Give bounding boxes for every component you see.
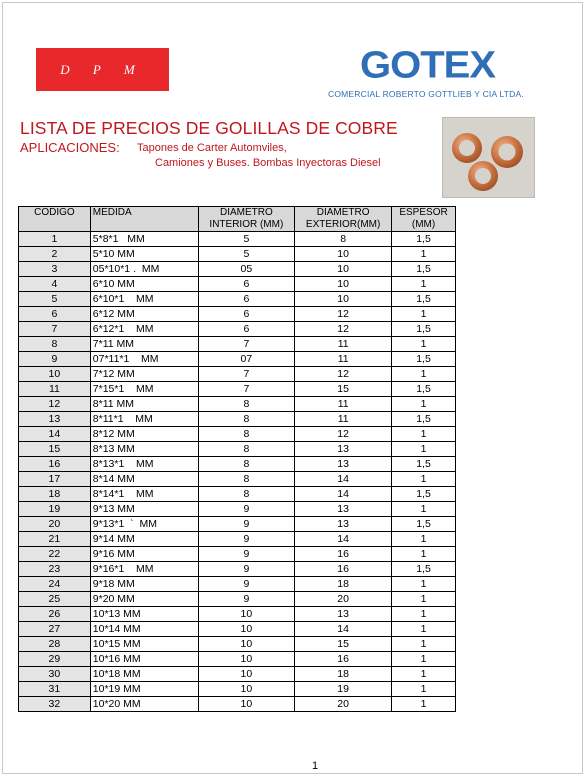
- cell-medida: 5*8*1 MM: [90, 232, 198, 247]
- cell-medida: 05*10*1 . MM: [90, 262, 198, 277]
- cell-codigo: 18: [19, 487, 91, 502]
- cell-diametro-interior: 7: [198, 382, 295, 397]
- table-row: [19, 412, 456, 427]
- table-row: [19, 397, 456, 412]
- cell-medida: 9*18 MM: [90, 577, 198, 592]
- cell-diametro-interior: 6: [198, 307, 295, 322]
- cell-espesor: 1: [392, 337, 456, 352]
- applications-line-2: Camiones y Buses. Bombas Inyectoras Diesel: [155, 157, 381, 169]
- cell-diametro-interior: 6: [198, 292, 295, 307]
- cell-diametro-exterior: 15: [295, 382, 392, 397]
- cell-diametro-interior: 10: [198, 607, 295, 622]
- table-body: [19, 232, 456, 712]
- header-espesor: ESPESOR (MM): [392, 207, 456, 232]
- cell-diametro-interior: 10: [198, 622, 295, 637]
- cell-diametro-interior: 8: [198, 472, 295, 487]
- cell-codigo: 20: [19, 517, 91, 532]
- washers-illustration: [443, 118, 535, 198]
- gotex-logo: GOTEX: [360, 44, 496, 86]
- table-row: [19, 682, 456, 697]
- cell-espesor: 1: [392, 697, 456, 712]
- cell-codigo: 23: [19, 562, 91, 577]
- cell-diametro-interior: 07: [198, 352, 295, 367]
- cell-espesor: 1: [392, 607, 456, 622]
- table-row: [19, 517, 456, 532]
- table-row: [19, 322, 456, 337]
- cell-espesor: 1,5: [392, 517, 456, 532]
- cell-medida: 8*13 MM: [90, 442, 198, 457]
- header-diametro-interior: DIAMETRO INTERIOR (MM): [198, 207, 295, 232]
- dpm-logo: D P M: [36, 48, 169, 91]
- cell-espesor: 1,5: [392, 457, 456, 472]
- cell-diametro-interior: 9: [198, 517, 295, 532]
- cell-codigo: 27: [19, 622, 91, 637]
- table-row: [19, 547, 456, 562]
- cell-codigo: 13: [19, 412, 91, 427]
- cell-espesor: 1: [392, 547, 456, 562]
- cell-espesor: 1,5: [392, 352, 456, 367]
- table-row: [19, 652, 456, 667]
- cell-medida: 9*16 MM: [90, 547, 198, 562]
- cell-diametro-interior: 5: [198, 247, 295, 262]
- cell-diametro-exterior: 11: [295, 337, 392, 352]
- cell-diametro-exterior: 13: [295, 607, 392, 622]
- table-header-row: [19, 207, 456, 232]
- table-row: [19, 592, 456, 607]
- cell-medida: 6*10*1 MM: [90, 292, 198, 307]
- cell-diametro-exterior: 15: [295, 637, 392, 652]
- cell-diametro-interior: 7: [198, 367, 295, 382]
- table-row: [19, 367, 456, 382]
- cell-medida: 10*20 MM: [90, 697, 198, 712]
- cell-diametro-interior: 9: [198, 592, 295, 607]
- cell-medida: 10*19 MM: [90, 682, 198, 697]
- cell-diametro-exterior: 16: [295, 547, 392, 562]
- table-row: [19, 247, 456, 262]
- cell-diametro-interior: 9: [198, 577, 295, 592]
- table-row: [19, 352, 456, 367]
- table-row: [19, 487, 456, 502]
- cell-diametro-exterior: 8: [295, 232, 392, 247]
- table-row: [19, 622, 456, 637]
- cell-medida: 10*13 MM: [90, 607, 198, 622]
- cell-medida: 9*13*1 ` MM: [90, 517, 198, 532]
- table-row: [19, 502, 456, 517]
- cell-diametro-exterior: 10: [295, 262, 392, 277]
- cell-diametro-interior: 8: [198, 412, 295, 427]
- cell-diametro-interior: 8: [198, 457, 295, 472]
- cell-diametro-interior: 9: [198, 502, 295, 517]
- cell-codigo: 16: [19, 457, 91, 472]
- cell-medida: 10*14 MM: [90, 622, 198, 637]
- cell-espesor: 1,5: [392, 382, 456, 397]
- cell-diametro-exterior: 12: [295, 307, 392, 322]
- cell-codigo: 28: [19, 637, 91, 652]
- page-title: LISTA DE PRECIOS DE GOLILLAS DE COBRE: [20, 118, 398, 138]
- cell-medida: 9*20 MM: [90, 592, 198, 607]
- header-medida: MEDIDA: [90, 207, 198, 232]
- cell-diametro-interior: 9: [198, 562, 295, 577]
- cell-espesor: 1: [392, 277, 456, 292]
- table-row: [19, 577, 456, 592]
- cell-medida: 5*10 MM: [90, 247, 198, 262]
- cell-codigo: 32: [19, 697, 91, 712]
- cell-medida: 10*18 MM: [90, 667, 198, 682]
- cell-diametro-exterior: 10: [295, 247, 392, 262]
- cell-diametro-exterior: 13: [295, 457, 392, 472]
- cell-medida: 8*11*1 MM: [90, 412, 198, 427]
- cell-diametro-interior: 5: [198, 232, 295, 247]
- cell-diametro-interior: 9: [198, 532, 295, 547]
- cell-codigo: 3: [19, 262, 91, 277]
- cell-espesor: 1,5: [392, 562, 456, 577]
- cell-diametro-exterior: 13: [295, 517, 392, 532]
- table-row: [19, 562, 456, 577]
- cell-diametro-interior: 8: [198, 427, 295, 442]
- cell-diametro-exterior: 11: [295, 352, 392, 367]
- cell-espesor: 1: [392, 637, 456, 652]
- cell-codigo: 19: [19, 502, 91, 517]
- cell-diametro-interior: 8: [198, 487, 295, 502]
- cell-medida: 8*11 MM: [90, 397, 198, 412]
- cell-diametro-exterior: 12: [295, 427, 392, 442]
- applications-label: APLICACIONES:: [20, 140, 120, 155]
- cell-medida: 7*15*1 MM: [90, 382, 198, 397]
- washer-left: [452, 133, 482, 163]
- table-row: [19, 382, 456, 397]
- table-row: [19, 277, 456, 292]
- gotex-subtitle: COMERCIAL ROBERTO GOTTLIEB Y CIA LTDA.: [328, 89, 524, 99]
- washer-bottom: [468, 161, 498, 191]
- cell-medida: 9*13 MM: [90, 502, 198, 517]
- table-row: [19, 607, 456, 622]
- cell-codigo: 8: [19, 337, 91, 352]
- cell-diametro-exterior: 14: [295, 472, 392, 487]
- cell-medida: 6*12*1 MM: [90, 322, 198, 337]
- cell-diametro-exterior: 11: [295, 397, 392, 412]
- cell-codigo: 11: [19, 382, 91, 397]
- cell-codigo: 22: [19, 547, 91, 562]
- cell-espesor: 1: [392, 667, 456, 682]
- page-number: 1: [312, 760, 319, 772]
- cell-codigo: 10: [19, 367, 91, 382]
- cell-diametro-interior: 10: [198, 637, 295, 652]
- cell-medida: 8*13*1 MM: [90, 457, 198, 472]
- cell-medida: 07*11*1 MM: [90, 352, 198, 367]
- cell-diametro-exterior: 16: [295, 562, 392, 577]
- cell-diametro-exterior: 18: [295, 667, 392, 682]
- cell-diametro-exterior: 14: [295, 532, 392, 547]
- cell-diametro-interior: 8: [198, 397, 295, 412]
- cell-codigo: 7: [19, 322, 91, 337]
- cell-espesor: 1: [392, 472, 456, 487]
- cell-espesor: 1,5: [392, 232, 456, 247]
- cell-diametro-interior: 8: [198, 442, 295, 457]
- cell-codigo: 21: [19, 532, 91, 547]
- table-row: [19, 472, 456, 487]
- cell-diametro-exterior: 12: [295, 367, 392, 382]
- cell-medida: 6*12 MM: [90, 307, 198, 322]
- cell-codigo: 1: [19, 232, 91, 247]
- price-table: [18, 206, 456, 712]
- cell-codigo: 4: [19, 277, 91, 292]
- cell-diametro-interior: 10: [198, 667, 295, 682]
- table-row: [19, 532, 456, 547]
- cell-medida: 10*16 MM: [90, 652, 198, 667]
- table-row: [19, 637, 456, 652]
- cell-diametro-exterior: 13: [295, 442, 392, 457]
- cell-espesor: 1: [392, 427, 456, 442]
- cell-diametro-interior: 10: [198, 652, 295, 667]
- cell-codigo: 6: [19, 307, 91, 322]
- table-row: [19, 337, 456, 352]
- cell-codigo: 26: [19, 607, 91, 622]
- cell-codigo: 9: [19, 352, 91, 367]
- cell-medida: 7*12 MM: [90, 367, 198, 382]
- header-codigo: CODIGO: [19, 207, 91, 232]
- cell-espesor: 1,5: [392, 262, 456, 277]
- table-row: [19, 457, 456, 472]
- cell-diametro-interior: 6: [198, 277, 295, 292]
- cell-espesor: 1: [392, 442, 456, 457]
- cell-codigo: 17: [19, 472, 91, 487]
- table-row: [19, 232, 456, 247]
- cell-codigo: 29: [19, 652, 91, 667]
- cell-diametro-interior: 7: [198, 337, 295, 352]
- cell-codigo: 14: [19, 427, 91, 442]
- cell-diametro-exterior: 10: [295, 277, 392, 292]
- cell-espesor: 1,5: [392, 412, 456, 427]
- cell-codigo: 15: [19, 442, 91, 457]
- cell-espesor: 1: [392, 502, 456, 517]
- cell-medida: 7*11 MM: [90, 337, 198, 352]
- cell-espesor: 1,5: [392, 487, 456, 502]
- cell-codigo: 2: [19, 247, 91, 262]
- cell-diametro-interior: 6: [198, 322, 295, 337]
- table-row: [19, 442, 456, 457]
- cell-diametro-exterior: 13: [295, 502, 392, 517]
- cell-codigo: 30: [19, 667, 91, 682]
- copper-washers-photo: [442, 117, 535, 198]
- cell-diametro-exterior: 14: [295, 487, 392, 502]
- table-row: [19, 667, 456, 682]
- cell-diametro-exterior: 18: [295, 577, 392, 592]
- table-row: [19, 292, 456, 307]
- cell-medida: 8*14*1 MM: [90, 487, 198, 502]
- cell-diametro-interior: 10: [198, 682, 295, 697]
- cell-espesor: 1: [392, 532, 456, 547]
- cell-diametro-exterior: 20: [295, 592, 392, 607]
- cell-espesor: 1: [392, 652, 456, 667]
- cell-diametro-interior: 9: [198, 547, 295, 562]
- table-row: [19, 262, 456, 277]
- cell-medida: 9*14 MM: [90, 532, 198, 547]
- cell-codigo: 12: [19, 397, 91, 412]
- cell-medida: 8*12 MM: [90, 427, 198, 442]
- cell-codigo: 25: [19, 592, 91, 607]
- cell-espesor: 1,5: [392, 322, 456, 337]
- cell-medida: 8*14 MM: [90, 472, 198, 487]
- cell-diametro-interior: 10: [198, 697, 295, 712]
- table-row: [19, 427, 456, 442]
- cell-diametro-exterior: 14: [295, 622, 392, 637]
- cell-medida: 6*10 MM: [90, 277, 198, 292]
- cell-espesor: 1: [392, 367, 456, 382]
- cell-espesor: 1: [392, 577, 456, 592]
- cell-espesor: 1: [392, 682, 456, 697]
- cell-espesor: 1: [392, 592, 456, 607]
- cell-diametro-exterior: 20: [295, 697, 392, 712]
- cell-medida: 9*16*1 MM: [90, 562, 198, 577]
- cell-diametro-exterior: 10: [295, 292, 392, 307]
- cell-espesor: 1: [392, 397, 456, 412]
- cell-espesor: 1: [392, 622, 456, 637]
- cell-diametro-interior: 05: [198, 262, 295, 277]
- table-row: [19, 307, 456, 322]
- applications-line-1: Tapones de Carter Automviles,: [137, 142, 287, 154]
- cell-diametro-exterior: 12: [295, 322, 392, 337]
- cell-espesor: 1: [392, 307, 456, 322]
- cell-diametro-exterior: 19: [295, 682, 392, 697]
- cell-diametro-exterior: 11: [295, 412, 392, 427]
- cell-espesor: 1,5: [392, 292, 456, 307]
- cell-diametro-exterior: 16: [295, 652, 392, 667]
- header-diametro-exterior: DIAMETRO EXTERIOR(MM): [295, 207, 392, 232]
- table-row: [19, 697, 456, 712]
- cell-codigo: 31: [19, 682, 91, 697]
- cell-medida: 10*15 MM: [90, 637, 198, 652]
- cell-codigo: 5: [19, 292, 91, 307]
- washer-right: [491, 136, 523, 168]
- cell-espesor: 1: [392, 247, 456, 262]
- cell-codigo: 24: [19, 577, 91, 592]
